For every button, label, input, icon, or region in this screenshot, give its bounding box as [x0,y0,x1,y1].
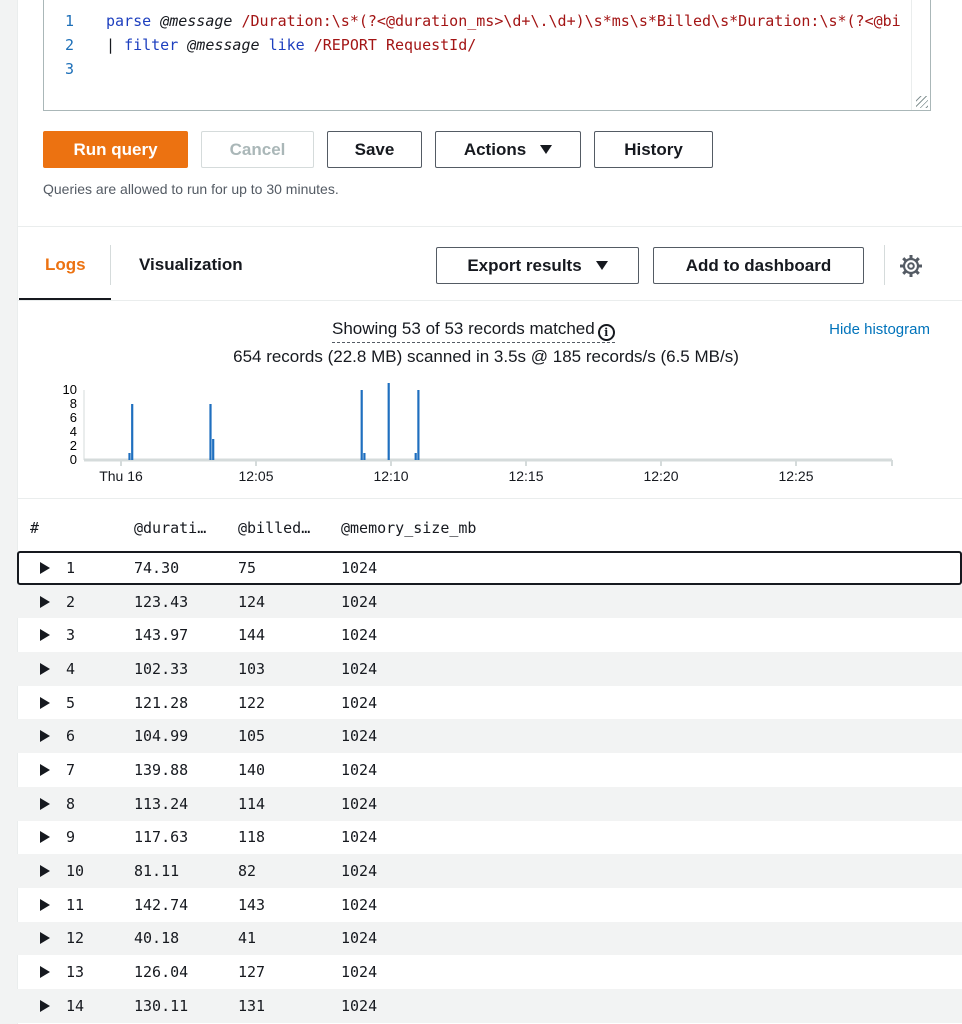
table-row[interactable] [17,618,962,652]
tab-separator [110,245,111,285]
table-row[interactable] [17,686,962,720]
memory-cell: 1024 [341,862,378,881]
row-index: 14 [66,996,85,1015]
histogram-bar[interactable] [131,404,133,460]
actions-dropdown[interactable] [435,131,581,168]
row-index: 13 [66,963,85,982]
table-row[interactable] [17,854,962,888]
hide-histogram-link[interactable]: Hide histogram [829,321,930,338]
row-index: 1 [66,558,76,577]
histogram-bar[interactable] [361,390,363,460]
billed-cell: 103 [238,659,266,678]
histogram-chart [50,376,910,491]
billed-cell: 118 [238,828,266,847]
actions-label: Actions [463,139,527,159]
expand-row-icon[interactable] [40,865,50,877]
memory-cell: 1024 [341,996,378,1015]
duration-cell: 40.18 [134,929,180,948]
field-ref: @message [187,36,260,54]
expand-row-icon[interactable] [40,663,50,675]
code-line-1[interactable] [106,12,901,30]
billed-cell: 82 [238,862,257,881]
query-editor[interactable] [43,0,931,111]
expand-row-icon[interactable] [40,966,50,978]
x-tick-label: 12:15 [508,468,544,484]
billed-cell: 140 [238,760,266,779]
duration-cell: 117.63 [134,828,189,847]
memory-cell: 1024 [341,929,378,948]
billed-cell: 75 [238,558,257,577]
x-tick-label: Thu 16 [99,468,143,484]
memory-cell: 1024 [341,693,378,712]
memory-cell: 1024 [341,760,378,779]
billed-cell: 144 [238,626,266,645]
billed-cell: 124 [238,592,266,611]
info-icon[interactable]: i [598,324,615,341]
histogram-bar[interactable] [363,453,365,460]
billed-cell: 143 [238,895,266,914]
caret-down-icon [540,145,552,154]
duration-cell: 102.33 [134,659,189,678]
y-tick-label: 6 [69,410,77,425]
table-row[interactable] [17,888,962,922]
histogram-bar[interactable] [128,453,130,460]
expand-row-icon[interactable] [40,899,50,911]
expand-row-icon[interactable] [40,798,50,810]
row-index: 10 [66,862,85,881]
duration-cell: 139.88 [134,760,189,779]
column-header-index: # [30,519,40,537]
run-query-button[interactable]: Run query [43,131,188,168]
cancel-button[interactable]: Cancel [201,131,314,168]
expand-row-icon[interactable] [40,764,50,776]
duration-cell: 126.04 [134,963,189,982]
pipe: | [106,36,125,54]
results-table [17,551,962,1023]
expand-row-icon[interactable] [40,596,50,608]
records-matched-text: Showing 53 of 53 records matched [332,319,595,338]
billed-cell: 131 [238,996,266,1015]
x-tick-label: 12:05 [238,468,274,484]
table-row[interactable] [17,753,962,787]
scan-stats: 654 records (22.8 MB) scanned in 3.5s @ 185 records/s (6.5 MB/s) [233,347,739,366]
expand-row-icon[interactable] [40,562,50,574]
gear-separator [884,245,885,285]
column-header-duration[interactable]: @durati… [134,519,207,537]
code-line-2[interactable] [106,36,476,54]
column-header-billed[interactable]: @billed… [238,519,311,537]
line-number: 3 [64,60,74,78]
row-index: 7 [66,760,76,779]
memory-cell: 1024 [341,727,378,746]
row-index: 5 [66,693,76,712]
field-ref: @message [160,12,233,30]
billed-cell: 127 [238,963,266,982]
duration-cell: 113.24 [134,794,189,813]
duration-cell: 81.11 [134,862,180,881]
table-row[interactable] [17,787,962,821]
keyword: parse [106,12,152,30]
expand-row-icon[interactable] [40,831,50,843]
resize-grip-icon[interactable] [916,96,928,108]
column-header-memory[interactable]: @memory_size_mb [341,519,477,537]
expand-row-icon[interactable] [40,1000,50,1012]
billed-cell: 114 [238,794,266,813]
billed-cell: 41 [238,929,257,948]
table-row[interactable] [17,955,962,989]
duration-cell: 121.28 [134,693,189,712]
export-label: Export results [467,255,582,275]
line-number: 1 [64,12,74,30]
billed-cell: 122 [238,693,266,712]
table-row[interactable] [17,551,962,585]
y-tick-label: 8 [69,396,77,411]
add-to-dashboard-button[interactable]: Add to dashboard [653,247,864,284]
histogram-divider [17,498,962,499]
row-index: 4 [66,659,76,678]
line-number: 2 [64,36,74,54]
regex: /Duration:\s*(?<@duration_ms>\d+\.\d+)\s*ms\s*Billed\s*Duration:\s*(?<@bi [241,12,901,30]
table-row[interactable] [17,922,962,956]
history-button[interactable]: History [594,131,713,168]
section-divider [17,226,962,227]
memory-cell: 1024 [341,828,378,847]
duration-cell: 74.30 [134,558,180,577]
y-tick-label: 10 [62,382,77,397]
query-time-note: Queries are allowed to run for up to 30 minutes. [43,181,339,197]
table-row[interactable] [17,585,962,619]
expand-row-icon[interactable] [40,629,50,641]
y-tick-label: 2 [69,438,77,453]
table-row[interactable] [17,719,962,753]
keyword: filter [124,36,179,54]
histogram-bar[interactable] [415,453,417,460]
caret-down-icon [596,261,608,270]
export-results-dropdown[interactable] [436,247,639,284]
memory-cell: 1024 [341,558,378,577]
gear-icon[interactable] [899,254,923,278]
tab-visualization[interactable]: Visualization [139,255,243,274]
histogram-bar[interactable] [388,383,390,460]
row-index: 12 [66,929,85,948]
histogram-bar[interactable] [209,404,211,460]
memory-cell: 1024 [341,659,378,678]
histogram-bar[interactable] [212,439,214,460]
keyword: like [268,36,305,54]
x-tick-label: 12:10 [373,468,409,484]
row-index: 11 [66,895,85,914]
table-row[interactable] [17,652,962,686]
regex: /REPORT RequestId/ [313,36,477,54]
expand-row-icon[interactable] [40,730,50,742]
records-matched-summary[interactable] [332,319,615,343]
expand-row-icon[interactable] [40,697,50,709]
tabs-baseline [17,300,962,301]
row-index: 6 [66,727,76,746]
table-row[interactable] [17,821,962,855]
memory-cell: 1024 [341,794,378,813]
memory-cell: 1024 [341,592,378,611]
x-tick-label: 12:20 [643,468,679,484]
y-tick-label: 0 [69,452,77,467]
editor-scrollbar[interactable] [911,0,930,110]
duration-cell: 143.97 [134,626,189,645]
row-index: 2 [66,592,76,611]
y-tick-label: 4 [69,424,77,439]
row-index: 8 [66,794,76,813]
row-index: 9 [66,828,76,847]
memory-cell: 1024 [341,895,378,914]
row-index: 3 [66,626,76,645]
duration-cell: 123.43 [134,592,189,611]
memory-cell: 1024 [341,963,378,982]
tab-logs[interactable]: Logs [45,255,86,274]
duration-cell: 142.74 [134,895,189,914]
billed-cell: 105 [238,727,266,746]
duration-cell: 130.11 [134,996,189,1015]
expand-row-icon[interactable] [40,932,50,944]
histogram-bar[interactable] [417,390,419,460]
save-button[interactable]: Save [327,131,422,168]
x-tick-label: 12:25 [778,468,814,484]
table-row[interactable] [17,989,962,1023]
memory-cell: 1024 [341,626,378,645]
duration-cell: 104.99 [134,727,189,746]
